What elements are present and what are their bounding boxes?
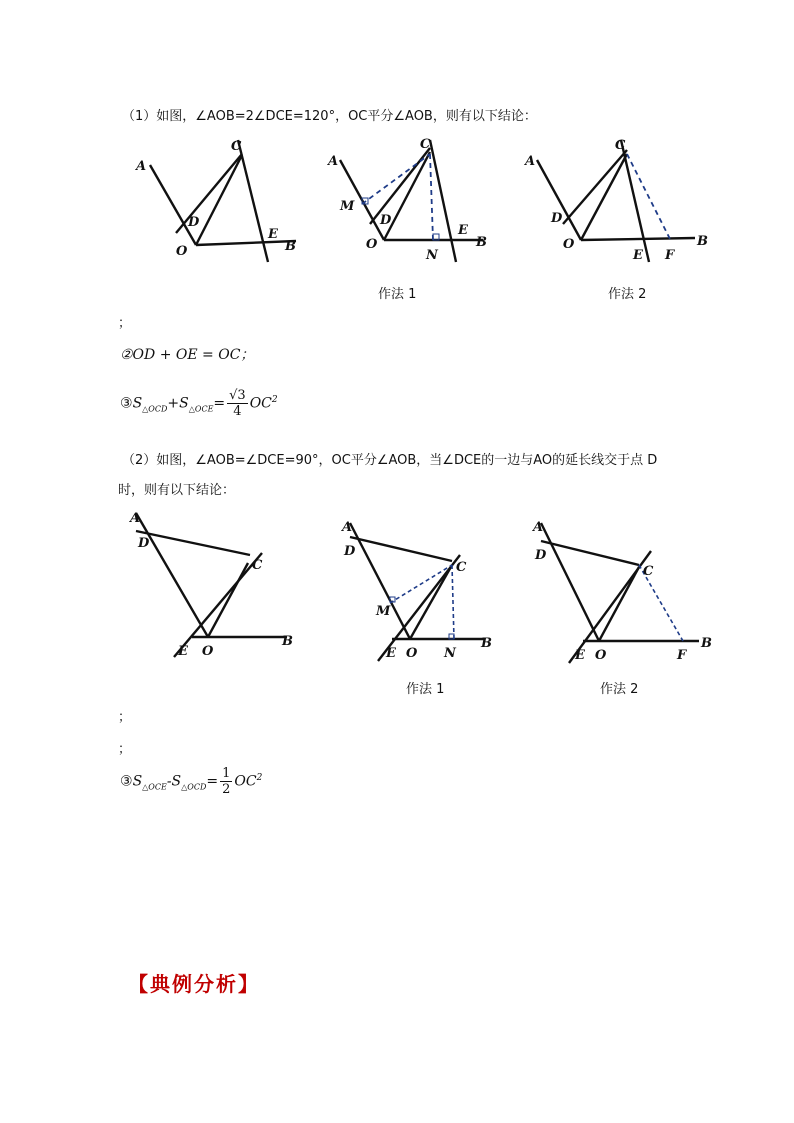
label-C: C — [615, 138, 626, 153]
label-F: F — [665, 248, 675, 263]
part2-conclusion-2: ； — [118, 742, 132, 757]
part1-conclusion-1: ； — [118, 316, 132, 331]
label-B: B — [697, 234, 708, 249]
label-E: E — [633, 248, 643, 263]
label-B: B — [285, 239, 296, 254]
part1-method2-caption: 作法 2 — [608, 287, 647, 302]
label-E: E — [386, 646, 396, 661]
part2-figure-method2 — [527, 515, 717, 665]
label-A: A — [328, 154, 339, 169]
label-D: D — [380, 213, 392, 228]
label-D: D — [188, 215, 200, 230]
label-D: D — [551, 211, 563, 226]
label-M: M — [376, 604, 391, 619]
part2-conclusion-1: ； — [118, 710, 132, 725]
label-A: A — [342, 520, 353, 535]
part2-intro-line2: 时，则有以下结论： — [118, 483, 236, 498]
part1-conclusion-3: $③S_{\triangle OCD}+S_{\triangle OCE}=$ $\frac{√3}{4}$ $OC^2$ — [120, 388, 278, 419]
label-F: F — [677, 648, 687, 663]
label-N: N — [444, 646, 456, 661]
label-E: E — [268, 227, 278, 242]
part2-method1-caption: 作法 1 — [406, 682, 445, 697]
label-E: E — [575, 648, 585, 663]
label-O: O — [176, 244, 188, 259]
label-A: A — [130, 511, 141, 526]
part2-figure-basic — [122, 505, 322, 665]
label-C: C — [456, 560, 467, 575]
label-B: B — [282, 634, 293, 649]
label-D: D — [344, 544, 356, 559]
part1-figure-basic — [128, 132, 308, 267]
label-O: O — [202, 644, 214, 659]
label-N: N — [426, 248, 438, 263]
label-C: C — [231, 139, 242, 154]
part2-intro-line1: （2）如图，∠AOB=∠DCE=90°，OC平分∠AOB，当∠DCE的一边与AO的延长线交于点 D — [122, 453, 658, 468]
label-A: A — [525, 154, 536, 169]
part1-conclusion-2: ②OD + OE = OC； — [120, 347, 255, 363]
label-A: A — [136, 159, 147, 174]
label-M: M — [340, 199, 355, 214]
label-C: C — [252, 558, 263, 573]
label-D: D — [535, 548, 547, 563]
part2-conclusion-3: $③S_{\triangle OCE}-S_{\triangle OCD}=$ $\frac{1}{2}$ $OC^2$ — [120, 766, 263, 797]
label-D: D — [138, 536, 150, 551]
label-O: O — [406, 646, 418, 661]
label-E: E — [178, 644, 188, 659]
label-B: B — [481, 636, 492, 651]
label-B: B — [701, 636, 712, 651]
label-A: A — [533, 520, 544, 535]
label-O: O — [595, 648, 607, 663]
part1-method1-caption: 作法 1 — [378, 287, 417, 302]
label-B: B — [476, 235, 487, 250]
label-C: C — [420, 137, 431, 152]
label-O: O — [563, 237, 575, 252]
part1-intro: （1）如图，∠AOB=2∠DCE=120°，OC平分∠AOB，则有以下结论： — [122, 109, 537, 124]
part1-figure-method1 — [318, 132, 503, 267]
label-C: C — [643, 564, 654, 579]
part2-method2-caption: 作法 2 — [600, 682, 639, 697]
label-O: O — [366, 237, 378, 252]
part2-figure-method1 — [336, 515, 506, 665]
part1-figure-method2 — [515, 132, 715, 267]
label-E: E — [458, 223, 468, 238]
section-title: 【典例分析】 — [128, 972, 260, 996]
